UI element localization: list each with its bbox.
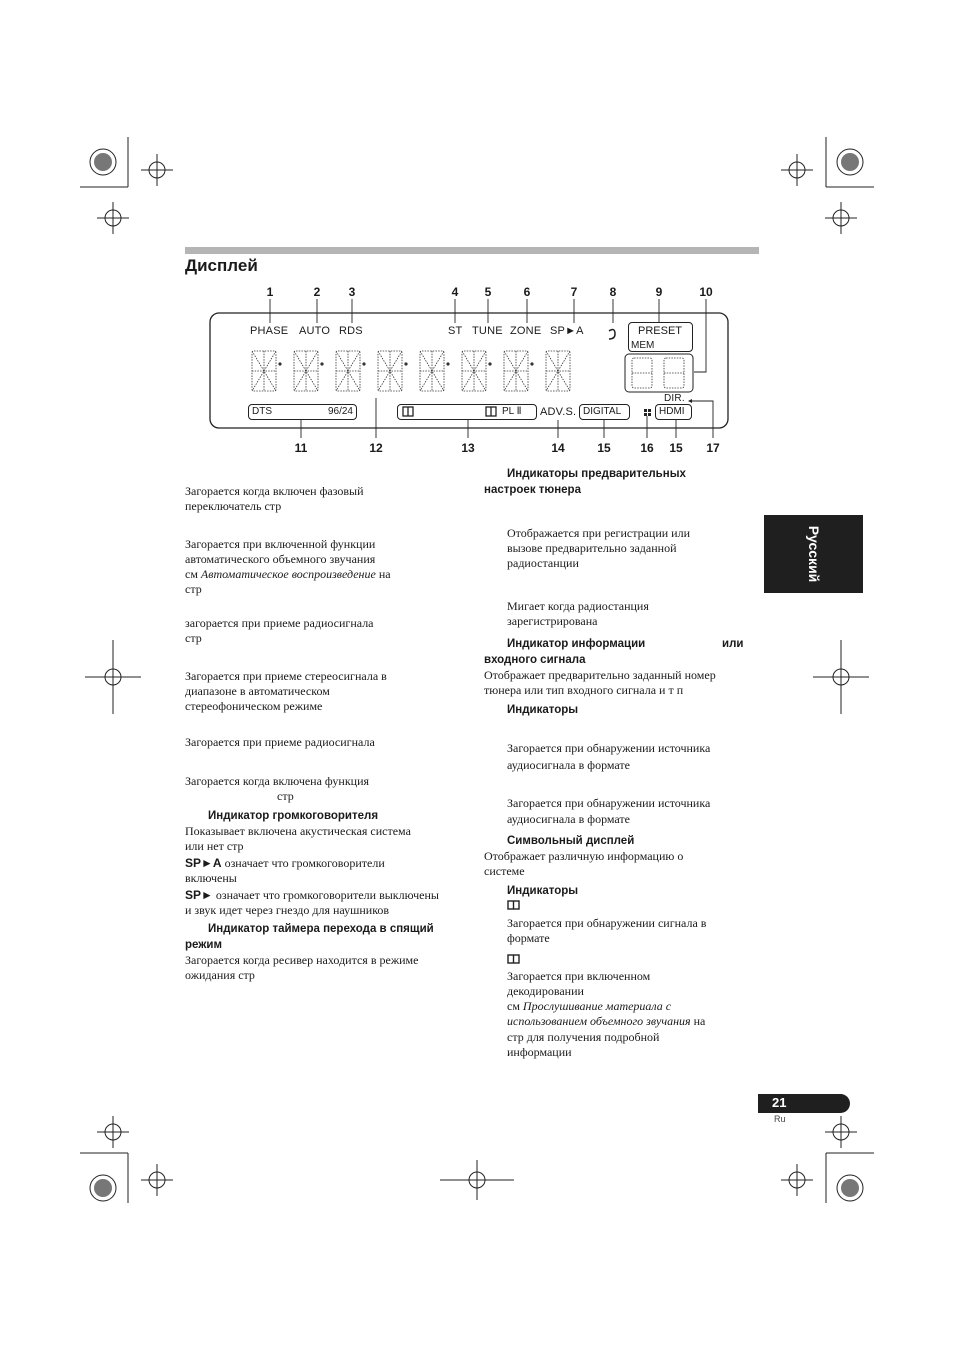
callout-4: 4 (451, 285, 459, 299)
dolby-icon-2 (507, 954, 521, 964)
lcd-adv: ADV.S. (540, 406, 577, 418)
lcd-spa: SP►A (550, 325, 584, 337)
desc-8: Индикатор таймера перехода в спящий режим Загорается когда ресивер находится в режиме ожидания стр (185, 921, 465, 983)
lcd-dts-9624: 96/24 (327, 406, 353, 417)
callout-10: 10 (699, 285, 713, 299)
language-code: Ru (774, 1114, 786, 1124)
lcd-zone: ZONE (510, 325, 542, 337)
lcd-digital-box (579, 404, 630, 420)
desc-11a: Загорается при обнаружении источника аудиосигнала в формате (507, 741, 711, 772)
callout-6: 6 (523, 285, 531, 299)
desc-2: Загорается при включенной функции автоматического объемного звучания см Автоматическое воспроизведение на стр (185, 537, 391, 596)
page-number: 21 (772, 1095, 787, 1110)
callout-9: 9 (655, 285, 663, 299)
display-diagram (0, 0, 954, 470)
lcd-dolby-pl: PL Ⅱ (502, 406, 522, 417)
heading-info: Индикатор информации (507, 638, 646, 650)
callout-16: 16 (640, 441, 654, 455)
desc-4: Загорается при приеме стереосигнала в диапазоне в автоматическом стереофоническом режиме (185, 669, 387, 713)
lcd-hdmi-box (655, 404, 692, 420)
heading-tuner-presets: Индикаторы предварительных (507, 468, 686, 480)
callout-17: 17 (706, 441, 720, 455)
lcd-dts-box (248, 404, 357, 420)
callout-8: 8 (609, 285, 617, 299)
callout-12: 12 (369, 441, 383, 455)
desc-10: Индикатор информации или входного сигнала Отображает предварительно заданный номер тюнера или тип входного сигнала и т п (484, 638, 744, 697)
lcd-tune: TUNE (472, 325, 503, 337)
desc-9a: Отображается при регистрации или вызове предварительно заданной радиостанции (507, 526, 691, 570)
desc-3: загорается при приеме радиосигнала стр (185, 616, 374, 645)
heading-speaker: Индикатор громкоговорителя (208, 810, 379, 822)
desc-1: Загорается когда включен фазовый переключатель стр (185, 484, 364, 513)
lcd-st: ST (448, 325, 463, 337)
callout-11: 11 (294, 441, 308, 455)
callout-5: 5 (484, 285, 492, 299)
language-tab-label: Русский (805, 525, 822, 583)
lcd-phase: PHASE (250, 325, 289, 337)
lcd-hdmi: HDMI (659, 406, 685, 417)
callout-14: 14 (551, 441, 565, 455)
desc-5: Загорается при приеме радиосигнала (185, 735, 375, 749)
callout-15b: 15 (669, 441, 683, 455)
callout-1: 1 (266, 285, 274, 299)
callout-13: 13 (461, 441, 475, 455)
page-number-badge (758, 1094, 850, 1113)
lcd-auto: AUTO (299, 325, 331, 337)
heading-char-display: Символьный дисплей (507, 835, 635, 847)
desc-11b: Загорается при обнаружении источника аудиосигнала в формате (507, 796, 711, 826)
callout-15: 15 (597, 441, 611, 455)
lcd-dir: DIR. (664, 393, 685, 404)
desc-12: Символьный дисплей Отображает различную информацию о системе (484, 833, 754, 879)
dolby-icon (507, 900, 521, 910)
lcd-preset: PRESET (638, 325, 683, 337)
lcd-dts: DTS (252, 406, 272, 417)
display-panel-graphic (0, 0, 954, 470)
callout-3: 3 (348, 285, 356, 299)
heading-indicators-2: Индикаторы (507, 885, 579, 897)
lcd-mem: MEM (631, 340, 655, 351)
desc-9: Индикаторы предварительных настроек тюнера (484, 466, 754, 498)
lcd-rds: RDS (339, 325, 363, 337)
callout-7: 7 (570, 285, 578, 299)
heading-indicators-1: Индикаторы (507, 704, 579, 716)
desc-9b: Мигает когда радиостанция зарегистрирована (507, 599, 649, 628)
lcd-digital: DIGITAL (583, 406, 622, 417)
desc-7: Индикатор громкоговорителя Показывает включена акустическая система или нет стр SP►A означает что громкоговорители включены SP► означает что громкоговорители выключены и звук идет через гнездо для наушников (185, 808, 465, 918)
language-tab (764, 515, 863, 593)
page-title: Дисплей (185, 256, 258, 275)
callout-2: 2 (313, 285, 321, 299)
lcd-preset-box (628, 322, 693, 352)
desc-6: Загорается когда включена функция стр (185, 774, 370, 803)
heading-sleep: Индикатор таймера перехода в спящий (208, 923, 434, 935)
desc-11 (507, 702, 757, 718)
lcd-dolby-box (397, 404, 537, 420)
desc-13: Индикаторы Загорается при обнаружении сигнала в формате Загорается при включенном декодировании см Прослушивание материала с использованием объемного звучания на стр для получения подробной информации (507, 883, 757, 1060)
